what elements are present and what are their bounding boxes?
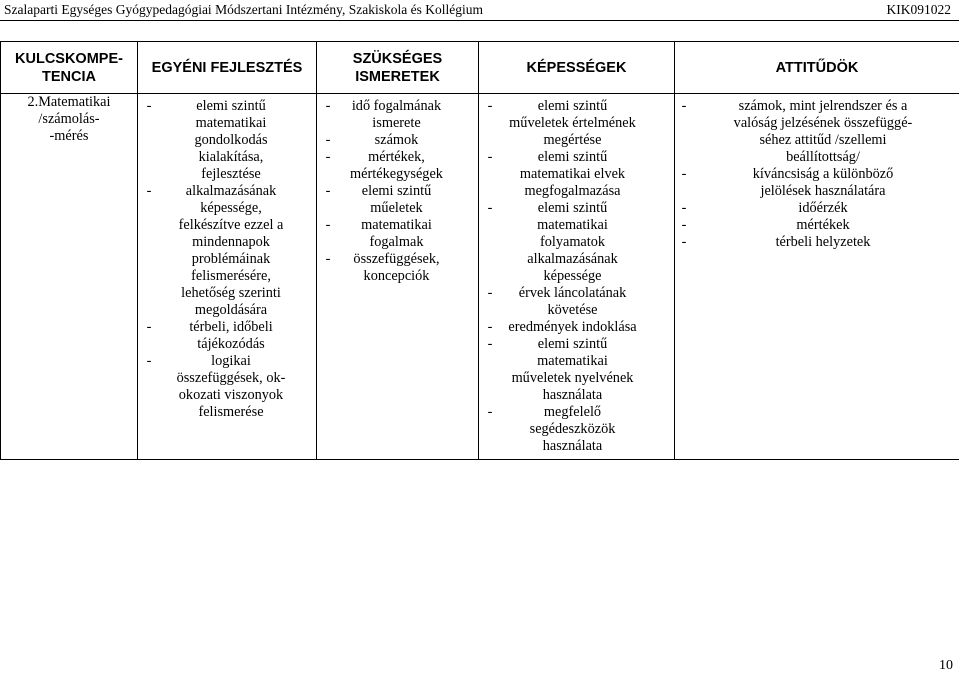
list-item <box>479 149 674 200</box>
header-competence: KULCSKOMPE- TENCIA <box>1 42 138 94</box>
list-item-text: elemi szintű matematikai műveletek nyelvének használata <box>511 336 634 403</box>
list-item <box>479 336 674 404</box>
bullet-dash: - <box>325 251 331 267</box>
list-item <box>138 98 316 183</box>
list-item <box>317 149 478 183</box>
bullet-dash: - <box>487 404 493 420</box>
list-item <box>675 234 959 251</box>
list-item <box>317 132 478 149</box>
list-item-text: elemi szintű műeletek <box>361 183 432 216</box>
list-item-text: matematikai fogalmak <box>361 217 432 250</box>
list-item-text: elemi szintű műveletek értelmének megértése <box>509 98 636 148</box>
competence-cell <box>1 94 138 460</box>
list-item <box>317 98 478 132</box>
list-item <box>479 404 674 455</box>
list-item-text: logikai összefüggések, ok- okozati viszonyok felismerése <box>176 353 286 420</box>
bullet-dash: - <box>325 132 331 148</box>
attitudes-list <box>675 94 959 251</box>
list-item <box>317 217 478 251</box>
list-item <box>479 285 674 319</box>
list-item-text: összefüggések, koncepciók <box>353 251 440 284</box>
bullet-dash: - <box>681 234 687 250</box>
table-header-row <box>1 42 959 94</box>
competence-text: 2.Matematikai /számolás- -mérés <box>27 94 111 144</box>
list-item <box>138 183 316 319</box>
bullet-dash: - <box>325 98 331 114</box>
development-list <box>138 94 316 421</box>
header-attitudes: ATTITŰDÖK <box>675 42 959 94</box>
list-item-text: számok <box>374 132 419 148</box>
list-item-text: térbeli, időbeli tájékozódás <box>189 319 273 352</box>
list-item <box>479 200 674 285</box>
list-item-text: elemi szintű matematikai gondolkodás kialakítása, fejlesztése <box>194 98 268 182</box>
page-header <box>0 0 959 21</box>
list-item <box>479 319 674 336</box>
list-item <box>138 319 316 353</box>
list-item-text: kíváncsiság a különböző jelölések használatára <box>752 166 894 199</box>
attitudes-cell <box>675 94 959 460</box>
bullet-dash: - <box>325 149 331 165</box>
header-knowledge: SZÜKSÉGES ISMERETEK <box>317 42 479 94</box>
list-item <box>317 251 478 285</box>
bullet-dash: - <box>146 353 152 369</box>
list-item-text: érvek láncolatának követése <box>518 285 627 318</box>
list-item-text: elemi szintű matematikai elvek megfogalmazása <box>519 149 626 199</box>
table-row <box>1 94 959 460</box>
bullet-dash: - <box>146 98 152 114</box>
bullet-dash: - <box>325 217 331 233</box>
header-institution: Szalaparti Egységes Gyógypedagógiai Módszertani Intézmény, Szakiskola és Kollégium <box>4 2 483 17</box>
list-item <box>675 200 959 217</box>
bullet-dash: - <box>681 98 687 114</box>
bullet-dash: - <box>681 200 687 216</box>
skills-cell <box>479 94 675 460</box>
development-cell <box>138 94 317 460</box>
list-item-text: idő fogalmának ismerete <box>351 98 442 131</box>
list-item-text: térbeli helyzetek <box>775 234 871 250</box>
list-item-text: eredmények indoklása <box>508 319 637 335</box>
bullet-dash: - <box>487 98 493 114</box>
bullet-dash: - <box>487 336 493 352</box>
list-item <box>317 183 478 217</box>
list-item-text: megfelelő segédeszközök használata <box>529 404 616 454</box>
header-code: KIK091022 <box>886 2 951 17</box>
list-item <box>675 217 959 234</box>
bullet-dash: - <box>146 319 152 335</box>
list-item <box>675 166 959 200</box>
bullet-dash: - <box>681 166 687 182</box>
knowledge-list <box>317 94 478 285</box>
knowledge-cell <box>317 94 479 460</box>
skills-list <box>479 94 674 455</box>
list-item <box>479 98 674 149</box>
list-item-text: mértékek <box>796 217 850 233</box>
bullet-dash: - <box>681 217 687 233</box>
list-item-text: elemi szintű matematikai folyamatok alkalmazásának képessége <box>527 200 618 284</box>
list-item-text: alkalmazásának képessége, felkészítve ezzel a mindennapok problémáinak felismerésére, lehetőség szerinti megoldására <box>178 183 284 318</box>
list-item-text: időérzék <box>798 200 848 216</box>
bullet-dash: - <box>146 183 152 199</box>
header-development: EGYÉNI FEJLESZTÉS <box>138 42 317 94</box>
bullet-dash: - <box>487 285 493 301</box>
bullet-dash: - <box>487 200 493 216</box>
list-item-text: számok, mint jelrendszer és a valóság jelzésének összefüggé- séhez attitűd /szellemi beállítottság/ <box>733 98 913 165</box>
page-number: 10 <box>939 658 953 673</box>
competence-table <box>0 41 959 460</box>
bullet-dash: - <box>487 149 493 165</box>
list-item <box>675 98 959 166</box>
header-skills: KÉPESSÉGEK <box>479 42 675 94</box>
bullet-dash: - <box>325 183 331 199</box>
bullet-dash: - <box>487 319 493 335</box>
list-item <box>138 353 316 421</box>
list-item-text: mértékek, mértékegységek <box>350 149 443 182</box>
